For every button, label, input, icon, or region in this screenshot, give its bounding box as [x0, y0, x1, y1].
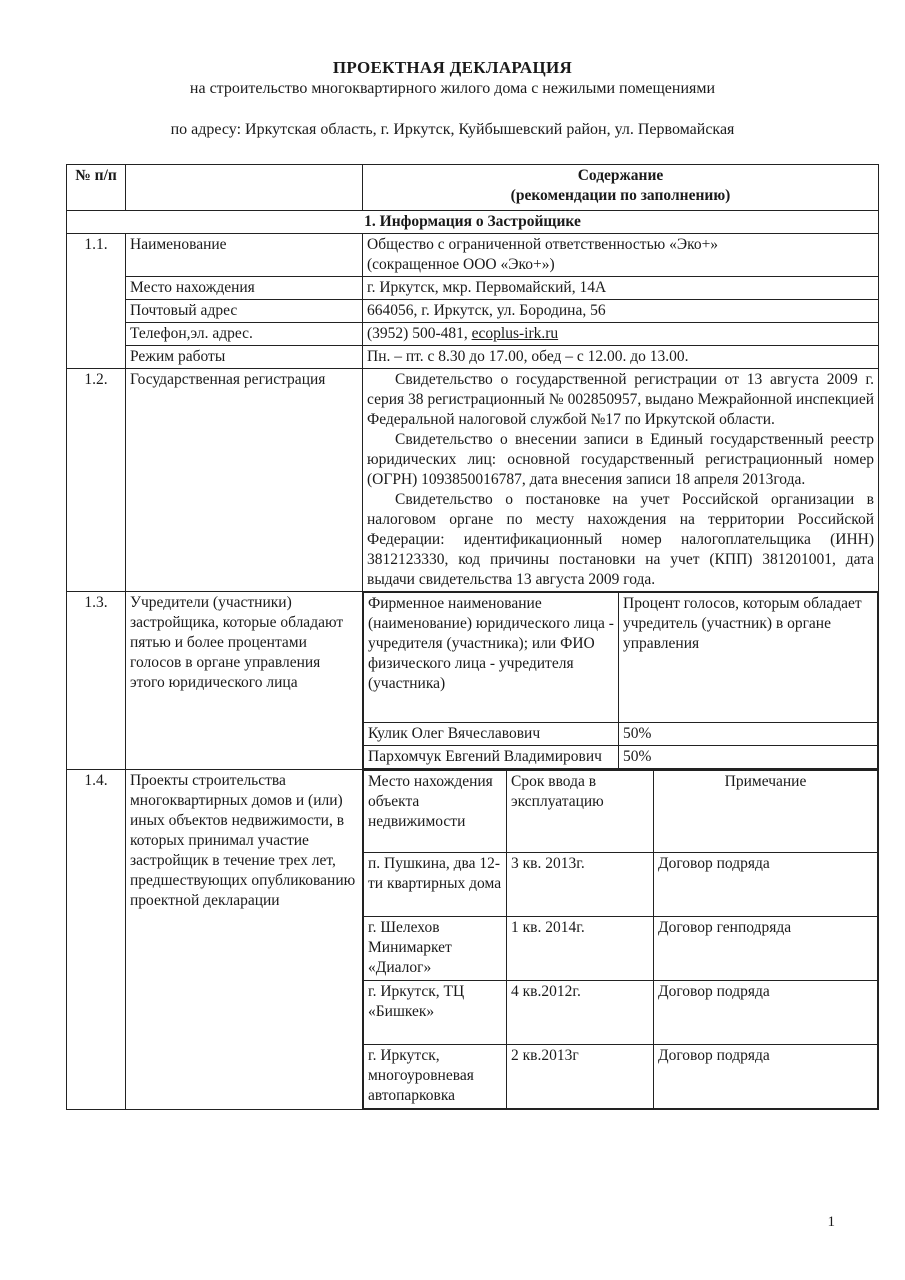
registration-paragraph: Свидетельство о внесении записи в Единый государственный реестр юридических лиц: основной государственный регистрационный номер (ОГРН) 1093850016787, дата внесения записи 18 апреля 2013года.	[367, 431, 874, 488]
document-title: ПРОЕКТНАЯ ДЕКЛАРАЦИЯ	[332, 58, 573, 77]
founders-table	[363, 592, 878, 769]
registration-cell	[363, 369, 879, 592]
row-label: Режим работы	[126, 346, 363, 369]
company-short-name: (сокращенное ООО «Эко+»)	[367, 256, 555, 273]
header-num: № п/п	[67, 165, 126, 211]
declaration-table	[66, 164, 879, 1110]
project-row	[364, 1045, 878, 1109]
founder-name: Пархомчук Евгений Владимирович	[364, 746, 619, 769]
founder-row	[364, 723, 878, 746]
section-row	[67, 211, 879, 234]
project-row	[364, 917, 878, 981]
row-label: Учредители (участники) застройщика, которые обладают пятью и более процентами голосов в органе управления этого юридического лица	[126, 592, 363, 770]
header-content-line1: Содержание	[577, 167, 664, 184]
table-row	[67, 592, 879, 770]
projects-col-place: Место нахождения объекта недвижимости	[364, 771, 507, 853]
project-place: г. Иркутск, многоуровневая автопарковка	[364, 1045, 507, 1109]
row-label: Наименование	[126, 234, 363, 277]
row-number: 1.4.	[67, 770, 126, 1110]
table-row	[67, 234, 879, 277]
projects-header-row	[364, 771, 878, 853]
company-name-cell	[363, 234, 879, 277]
founders-header-row	[364, 593, 878, 723]
document-subtitle: на строительство многоквартирного жилого дома с нежилыми помещениями	[189, 80, 716, 97]
row-number: 1.2.	[67, 369, 126, 592]
table-row	[67, 323, 879, 346]
document-address: по адресу: Иркутская область, г. Иркутск, Куйбышевский район, ул. Первомайская	[170, 121, 735, 138]
header-empty	[126, 165, 363, 211]
registration-paragraph: Свидетельство о государственной регистрации от 13 августа 2009 г. серия 38 регистрационный № 002850957, выдано Межрайонной инспекцией Федеральной налоговой службой №17 по Иркутской области.	[367, 371, 874, 428]
email-link[interactable]: ecoplus-irk.ru	[471, 325, 559, 342]
projects-table	[363, 770, 878, 1109]
row-label: Государственная регистрация	[126, 369, 363, 592]
table-row	[67, 300, 879, 323]
table-row	[67, 770, 879, 1110]
founders-col-name: Фирменное наименование (наименование) юридического лица - учредителя (участника); или ФИО физического лица - учредителя (участника)	[364, 593, 619, 723]
projects-col-note: Примечание	[654, 771, 878, 853]
phone-value: (3952) 500-481,	[367, 325, 472, 342]
row-label: Телефон,эл. адрес.	[126, 323, 363, 346]
founders-cell	[363, 592, 879, 770]
founder-share: 50%	[619, 746, 878, 769]
project-term: 1 кв. 2014г.	[507, 917, 654, 981]
project-place: г. Шелехов Минимаркет «Диалог»	[364, 917, 507, 981]
project-term: 2 кв.2013г	[507, 1045, 654, 1109]
working-hours-value: Пн. – пт. с 8.30 до 17.00, обед – с 12.00. до 13.00.	[363, 346, 879, 369]
project-row	[364, 853, 878, 917]
row-number: 1.3.	[67, 592, 126, 770]
project-row	[364, 981, 878, 1045]
header-content	[363, 165, 879, 211]
table-header-row	[67, 165, 879, 211]
registration-paragraph: Свидетельство о постановке на учет Российской организации в налоговом органе по месту нахождения на территории Российской Федерации: идентификационный номер налогоплательщика (ИНН) 3812123330, код причины постановки на учет (КПП) 381201001, дата выдачи свидетельства 13 августа 2009 года.	[367, 491, 874, 588]
postal-address-value: 664056, г. Иркутск, ул. Бородина, 56	[363, 300, 879, 323]
project-term: 3 кв. 2013г.	[507, 853, 654, 917]
founder-share: 50%	[619, 723, 878, 746]
founder-row	[364, 746, 878, 769]
table-row	[67, 369, 879, 592]
page-number: 1	[827, 1214, 835, 1230]
project-note: Договор подряда	[654, 853, 878, 917]
founders-col-share: Процент голосов, которым обладает учредитель (участник) в органе управления	[619, 593, 878, 723]
row-label: Почтовый адрес	[126, 300, 363, 323]
project-note: Договор генподряда	[654, 917, 878, 981]
company-full-name: Общество с ограниченной ответственностью «Эко+»	[367, 236, 719, 253]
header-content-line2: (рекомендации по заполнению)	[510, 187, 731, 204]
row-number: 1.1.	[67, 234, 126, 369]
founder-name: Кулик Олег Вячеславович	[364, 723, 619, 746]
row-label: Место нахождения	[126, 277, 363, 300]
row-label: Проекты строительства многоквартирных домов и (или) иных объектов недвижимости, в которых принимал участие застройщик в течение трех лет, предшествующих опубликованию проектной декларации	[126, 770, 363, 1110]
project-note: Договор подряда	[654, 981, 878, 1045]
project-place: г. Иркутск, ТЦ «Бишкек»	[364, 981, 507, 1045]
location-value: г. Иркутск, мкр. Первомайский, 14А	[363, 277, 879, 300]
project-place: п. Пушкина, два 12-ти квартирных дома	[364, 853, 507, 917]
table-row	[67, 346, 879, 369]
contacts-value	[363, 323, 879, 346]
section-title: 1. Информация о Застройщике	[67, 211, 879, 234]
project-term: 4 кв.2012г.	[507, 981, 654, 1045]
table-row	[67, 277, 879, 300]
projects-col-term: Срок ввода в эксплуатацию	[507, 771, 654, 853]
projects-cell	[363, 770, 879, 1110]
project-note: Договор подряда	[654, 1045, 878, 1109]
